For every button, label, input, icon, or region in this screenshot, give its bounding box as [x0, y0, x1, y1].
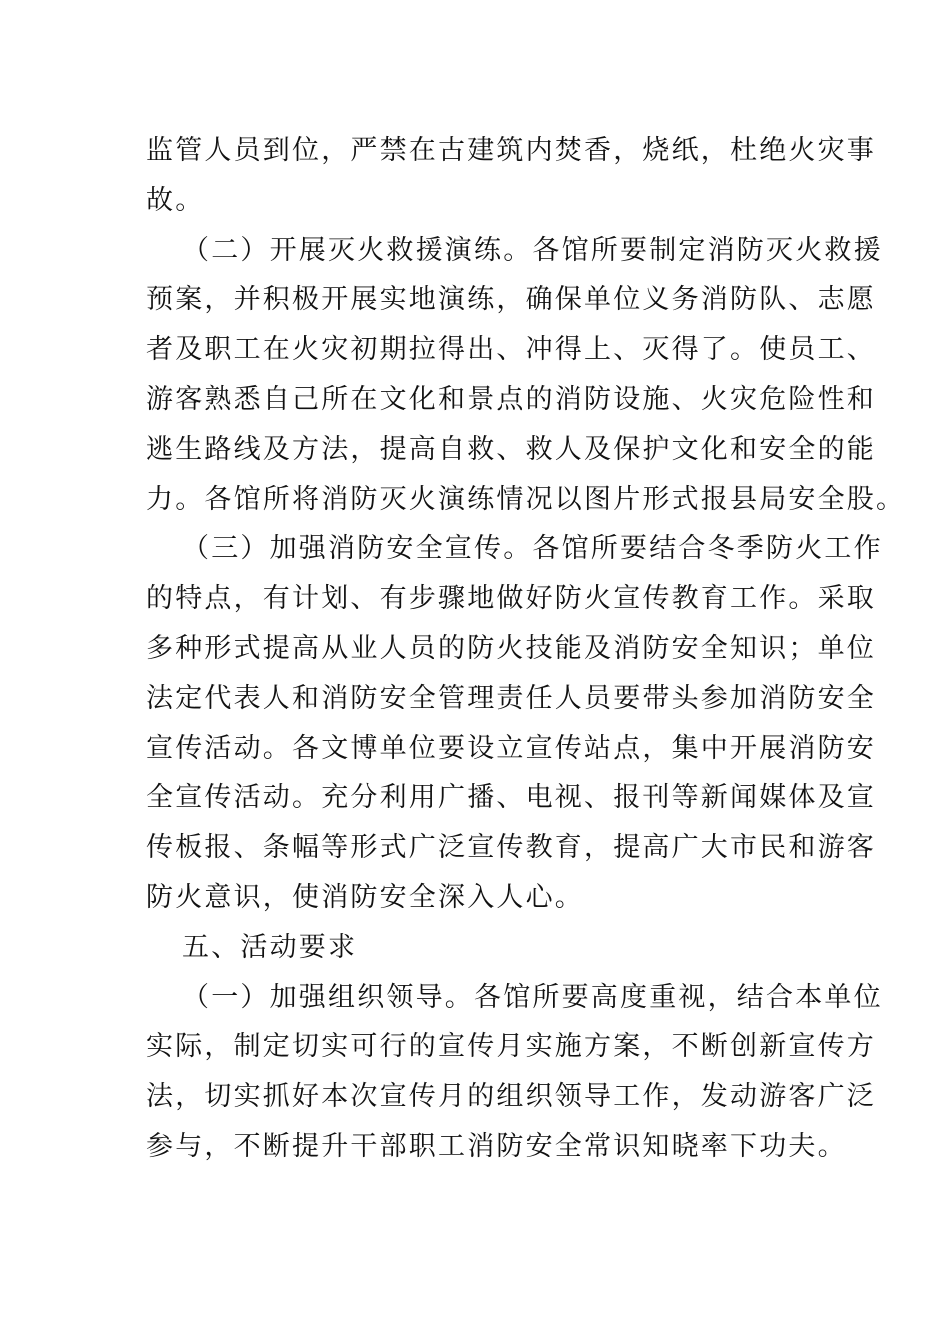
paragraph-start-line: （二）开展灭火救援演练。各馆所要制定消防灭火救援	[182, 234, 883, 266]
text-line: 法定代表人和消防安全管理责任人员要带头参加消防安全	[146, 682, 876, 714]
text-line: 游客熟悉自己所在文化和景点的消防设施、火灾危险性和	[146, 383, 876, 415]
text-line: 逃生路线及方法，提高自救、救人及保护文化和安全的能	[146, 433, 876, 465]
text-line: 预案，并积极开展实地演练，确保单位义务消防队、志愿	[146, 284, 876, 316]
text-line: 传板报、条幅等形式广泛宣传教育，提高广大市民和游客	[146, 832, 876, 864]
text-line: 故。	[146, 184, 205, 216]
section-heading: 五、活动要求	[182, 931, 358, 963]
text-line: 监管人员到位，严禁在古建筑内焚香，烧纸，杜绝火灾事	[146, 135, 876, 166]
text-line: 者及职工在火灾初期拉得出、冲得上、灭得了。使员工、	[146, 334, 876, 366]
paragraph-start-line: （一）加强组织领导。各馆所要高度重视，结合本单位	[182, 981, 883, 1013]
text-line: 宣传活动。各文博单位要设立宣传站点，集中开展消防安	[146, 732, 876, 764]
text-line: 全宣传活动。充分利用广播、电视、报刊等新闻媒体及宣	[146, 782, 876, 814]
text-line: 的特点，有计划、有步骤地做好防火宣传教育工作。采取	[146, 583, 876, 615]
text-line: 防火意识，使消防安全深入人心。	[146, 881, 584, 913]
document-body	[146, 126, 906, 1172]
text-line: 法，切实抓好本次宣传月的组织领导工作，发动游客广泛	[146, 1081, 876, 1113]
text-line: 多种形式提高从业人员的防火技能及消防安全知识；单位	[146, 632, 876, 664]
text-line: 实际，制定切实可行的宣传月实施方案，不断创新宣传方	[146, 1031, 876, 1063]
text-line: 参与，不断提升干部职工消防安全常识知晓率下功夫。	[146, 1130, 847, 1162]
paragraph-start-line: （三）加强消防安全宣传。各馆所要结合冬季防火工作	[182, 533, 883, 565]
text-line: 力。各馆所将消防灭火演练情况以图片形式报县局安全股。	[146, 483, 906, 515]
